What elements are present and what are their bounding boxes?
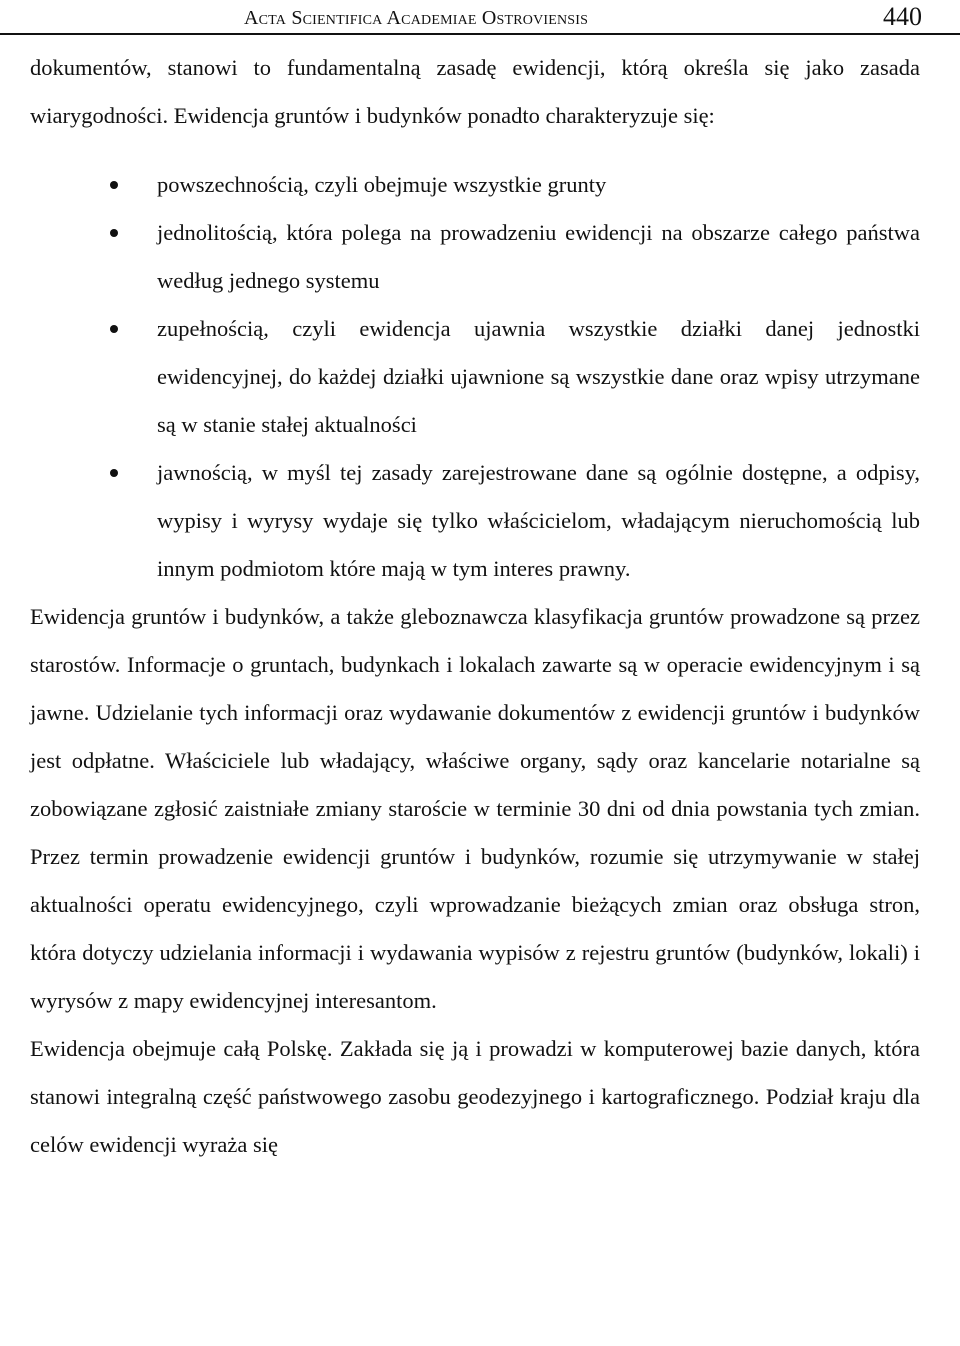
list-item-text: jawnością, w myśl tej zasady zarejestrowane dane są ogólnie dostępne, a odpisy, wypisy i wyrysy wydaje się tylko właścicielom, władającym nieruchomością lub innym podmiotom które mają w tym interes prawny. [157, 460, 920, 581]
list-item [30, 449, 920, 593]
list-item-text: zupełnością, czyli ewidencja ujawnia wszystkie działki danej jednostki ewidencyjnej, do każdej działki ujawnione są wszystkie dane oraz wpisy utrzymane są w stanie stałej aktualności [157, 316, 920, 437]
list-item-text: powszechnością, czyli obejmuje wszystkie grunty [157, 172, 607, 197]
list-item [30, 161, 920, 209]
characteristics-list [30, 161, 920, 593]
bullet-dot-icon [110, 325, 118, 333]
bullet-dot-icon [110, 229, 118, 237]
bullet-dot-icon [110, 469, 118, 477]
paragraph-registry-scope: Ewidencja obejmuje całą Polskę. Zakłada się ją i prowadzi w komputerowej bazie danych, która stanowi integralną część państwowego zasobu geodezyjnego i kartograficznego. Podział kraju dla celów ewidencji wyraża się [30, 1036, 920, 1157]
body-text [30, 44, 920, 1169]
journal-title: Acta Scientifica Academiae Ostroviensis [244, 7, 589, 29]
bullet-dot-icon [110, 181, 118, 189]
intro-paragraph: dokumentów, stanowi to fundamentalną zasadę ewidencji, którą określa się jako zasada wiarygodności. Ewidencja gruntów i budynków ponadto charakteryzuje się: [30, 55, 920, 128]
list-item [30, 209, 920, 305]
page-number: 440 [883, 2, 922, 31]
paragraph-registry-management: Ewidencja gruntów i budynków, a także gleboznawcza klasyfikacja gruntów prowadzone są przez starostów. Informacje o gruntach, budynkach i lokalach zawarte są w operacie ewidencyjnym i są jawne. Udzielanie tych informacji oraz wydawanie dokumentów z ewidencji gruntów i budynków jest odpłatne. Właściciele lub władający, właściwe organy, sądy oraz kancelarie notarialne są zobowiązane zgłosić zaistniałe zmiany staroście w terminie 30 dni od dnia powstania tych zmian. Przez termin prowadzenie ewidencji gruntów i budynków, rozumie się utrzymywanie w stałej aktualności operatu ewidencyjnego, czyli wprowadzanie bieżących zmian oraz obsługa stron, która dotyczy udzielania informacji i wydawania wypisów z rejestru gruntów (budynków, lokali) i wyrysów z mapy ewidencyjnej interesantom. [30, 604, 920, 1013]
list-item-text: jednolitością, która polega na prowadzeniu ewidencji na obszarze całego państwa według jednego systemu [157, 220, 920, 293]
list-item [30, 305, 920, 449]
running-header [0, 4, 960, 34]
header-rule [0, 33, 960, 35]
